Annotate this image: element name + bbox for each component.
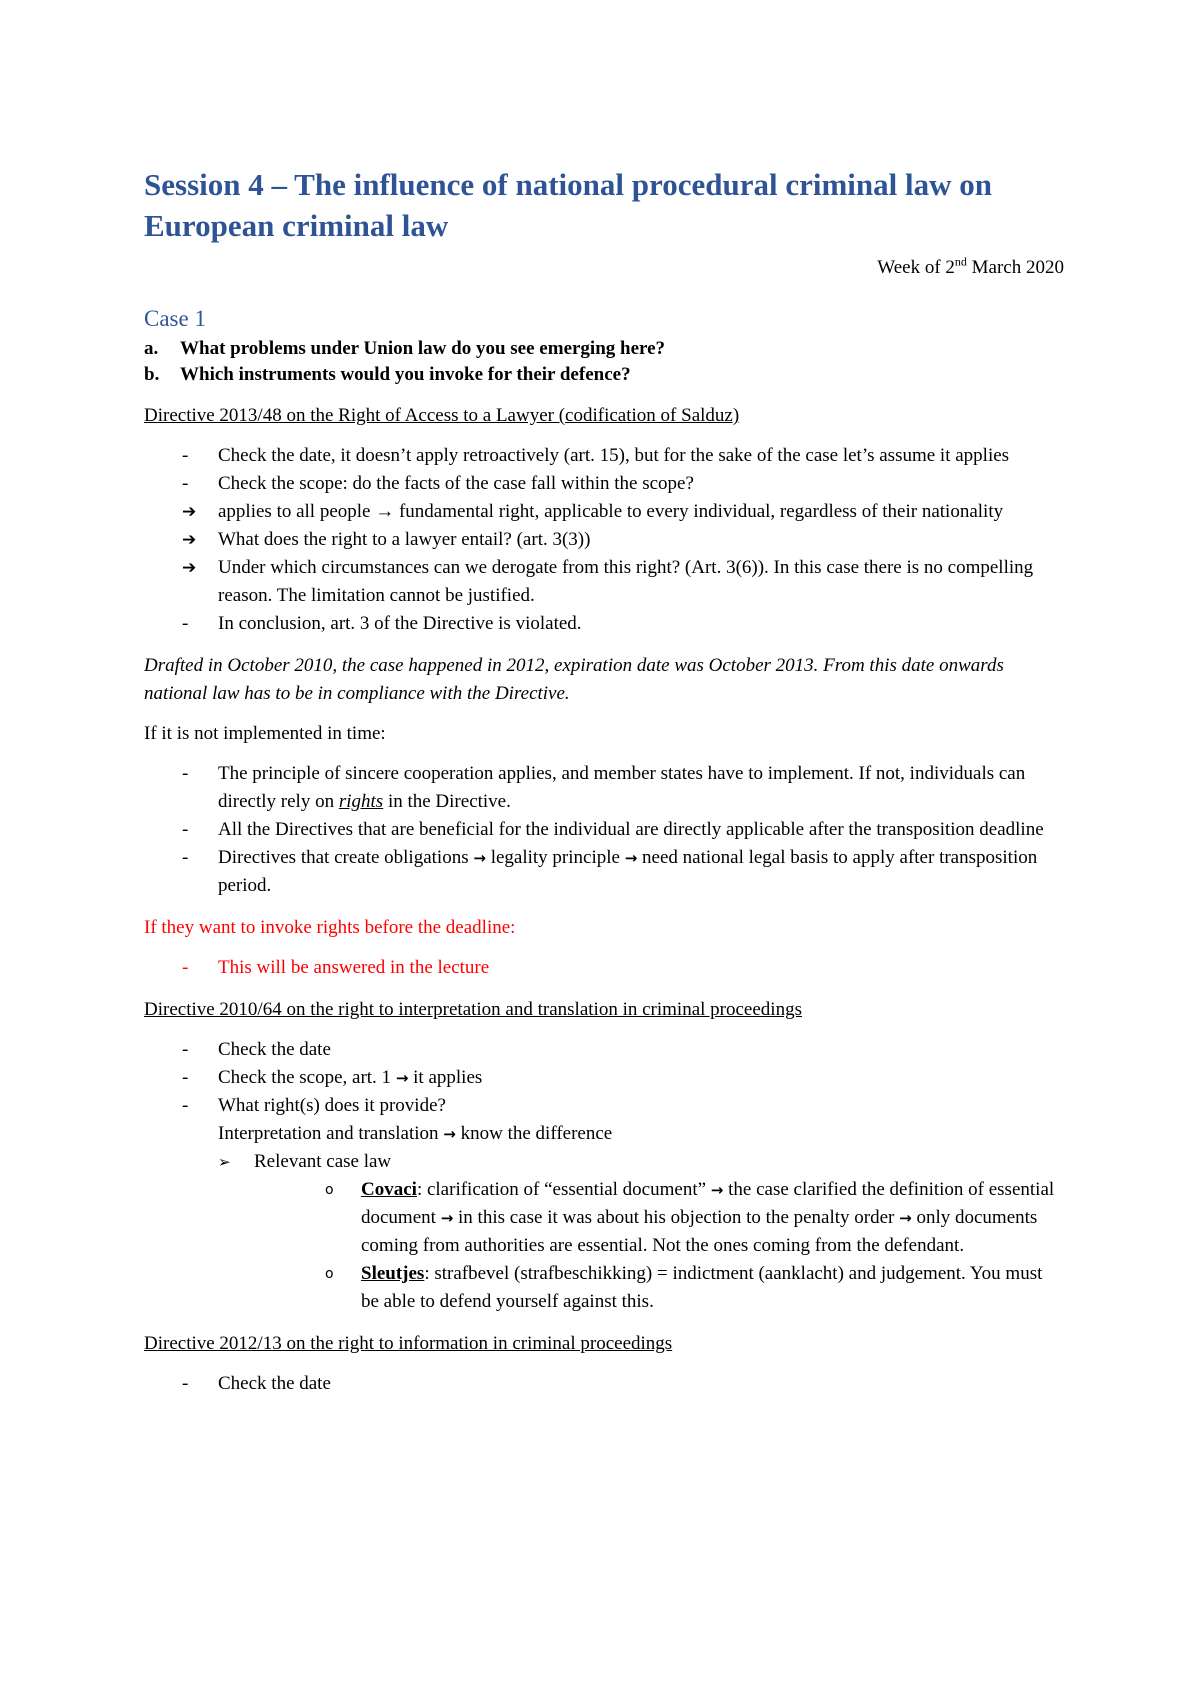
question-marker: b.	[144, 364, 160, 385]
list-item-text: Check the scope: do the facts of the case fall within the scope?	[218, 473, 694, 494]
dash-marker: -	[182, 1095, 189, 1116]
circle-bullet-icon: o	[325, 1266, 334, 1282]
list-item	[144, 470, 1064, 498]
dash-marker: -	[182, 1373, 189, 1394]
circle-bullet-icon: o	[325, 1182, 334, 1198]
arrow-icon: →	[473, 849, 486, 867]
dash-marker: -	[182, 1039, 189, 1060]
week-sup: nd	[954, 254, 967, 269]
text-span: need national legal basis to apply after transposition period.	[218, 847, 1038, 896]
list-item-text: This will be answered in the lecture	[218, 957, 490, 978]
rights-emphasis: rights	[338, 791, 384, 812]
dash-marker: -	[182, 819, 189, 840]
case-name: Covaci	[361, 1179, 417, 1200]
list-item-text	[361, 1260, 1064, 1316]
question-text: Which instruments would you invoke for their defence?	[180, 364, 631, 385]
question-item	[144, 336, 1064, 362]
list-item-text: Check the date	[218, 1373, 331, 1394]
arrow-icon: →	[440, 1209, 454, 1227]
text-span: Directives that create obligations	[218, 847, 474, 868]
text-span: : clarification of “essential document”	[416, 1179, 711, 1200]
covaci-item	[144, 1176, 1064, 1260]
list-item	[144, 526, 1064, 554]
dash-marker: -	[182, 445, 189, 466]
dash-marker: -	[182, 847, 189, 868]
text-span: Check the scope, art. 1	[218, 1067, 396, 1088]
list-item	[144, 498, 1064, 526]
text-span: The principle of sincere cooperation applies, and member states have to implement. If not, individuals can directly rely on	[218, 763, 1026, 812]
list-item-text: In conclusion, art. 3 of the Directive is violated.	[218, 613, 582, 634]
week-prefix: Week of 2	[877, 257, 955, 278]
list-item	[144, 1064, 1064, 1092]
before-deadline-intro: If they want to invoke rights before the deadline:	[144, 917, 516, 938]
case-name: Sleutjes	[361, 1263, 425, 1284]
directive-2010-list	[144, 1036, 1064, 1148]
arrow-bullet-icon: ➔	[182, 502, 197, 522]
list-item	[144, 1036, 1064, 1064]
sleutjes-item	[144, 1260, 1064, 1316]
text-span: : strafbevel (strafbeschikking) = indictment (aanklacht) and judgement. You must be able to defend yourself against this.	[361, 1263, 1043, 1312]
before-deadline-list	[144, 954, 1064, 982]
not-implemented-intro: If it is not implemented in time:	[144, 723, 386, 744]
arrow-icon: →	[443, 1125, 456, 1143]
directive-2013-heading: Directive 2013/48 on the Right of Access to a Lawyer (codification of Salduz)	[144, 405, 740, 426]
list-item-text	[361, 1176, 1064, 1260]
arrow-bullet-icon: ➔	[182, 558, 197, 578]
list-item-text	[218, 1064, 1064, 1092]
arrowhead-bullet-icon: ➢	[218, 1153, 231, 1171]
document-page	[144, 164, 1064, 1398]
text-span: legality principle	[485, 847, 625, 868]
week-line	[144, 254, 1064, 282]
arrow-bullet-icon: ➔	[182, 530, 197, 550]
list-item	[144, 760, 1064, 816]
list-item-text: applies to all people → fundamental right, applicable to every individual, regardless of their nationality	[218, 501, 1004, 522]
arrow-icon: →	[624, 849, 638, 867]
week-suffix: March 2020	[966, 257, 1064, 278]
list-item	[144, 1092, 1064, 1148]
relevant-case-law-item	[144, 1148, 1064, 1176]
dash-marker: -	[182, 763, 189, 784]
list-item-text	[218, 844, 1064, 900]
question-marker: a.	[144, 338, 159, 359]
list-item-text: Check the date	[218, 1039, 331, 1060]
list-item-text	[218, 1092, 1064, 1148]
list-item-text: Check the date, it doesn’t apply retroactively (art. 15), but for the sake of the case let’s assume it applies	[218, 445, 1010, 466]
directive-2010-heading: Directive 2010/64 on the right to interpretation and translation in criminal proceedings	[144, 999, 802, 1020]
list-item-text	[218, 760, 1064, 816]
list-item	[144, 554, 1064, 610]
list-item	[144, 816, 1064, 844]
dash-marker: -	[182, 473, 189, 494]
text-span: Interpretation and translation	[218, 1123, 444, 1144]
list-item	[144, 442, 1064, 470]
list-item-text: Relevant case law	[254, 1151, 392, 1172]
list-item	[144, 844, 1064, 900]
dash-marker: -	[182, 613, 189, 634]
case-1-questions	[144, 336, 1064, 388]
question-item	[144, 362, 1064, 388]
text-span: only documents coming from authorities are essential. Not the ones coming from the defendant.	[361, 1207, 1038, 1256]
directive-2013-list	[144, 442, 1064, 638]
directive-2012-heading: Directive 2012/13 on the right to information in criminal proceedings	[144, 1333, 673, 1354]
drafted-paragraph: Drafted in October 2010, the case happened in 2012, expiration date was October 2013. From this date onwards national law has to be in compliance with the Directive.	[144, 655, 1004, 704]
list-item-text: All the Directives that are beneficial for the individual are directly applicable after the transposition deadline	[218, 819, 1044, 840]
case-1-heading: Case 1	[144, 306, 206, 331]
text-span: in the Directive.	[383, 791, 511, 812]
arrow-icon: →	[710, 1181, 724, 1199]
arrow-icon: →	[395, 1069, 409, 1087]
text-span: What right(s) does it provide?	[218, 1095, 446, 1116]
dash-marker: -	[182, 1067, 189, 1088]
text-span: it applies	[408, 1067, 483, 1088]
list-item	[144, 610, 1064, 638]
question-text: What problems under Union law do you see emerging here?	[180, 338, 666, 359]
list-item-text: What does the right to a lawyer entail? (art. 3(3))	[218, 529, 591, 550]
text-span: know the difference	[455, 1123, 613, 1144]
not-implemented-list	[144, 760, 1064, 900]
list-item	[144, 1370, 1064, 1398]
list-item	[144, 954, 1064, 982]
text-span: in this case it was about his objection to the penalty order	[453, 1207, 900, 1228]
arrow-icon: →	[899, 1209, 912, 1227]
dash-marker: -	[182, 957, 189, 978]
list-item-text: Under which circumstances can we derogate from this right? (Art. 3(6)). In this case there is no compelling reason. The limitation cannot be justified.	[218, 557, 1034, 606]
directive-2012-list	[144, 1370, 1064, 1398]
document-title: Session 4 – The influence of national procedural criminal law on European criminal law	[144, 167, 992, 243]
text-span: the case clarified the definition of essential document	[361, 1179, 1055, 1228]
